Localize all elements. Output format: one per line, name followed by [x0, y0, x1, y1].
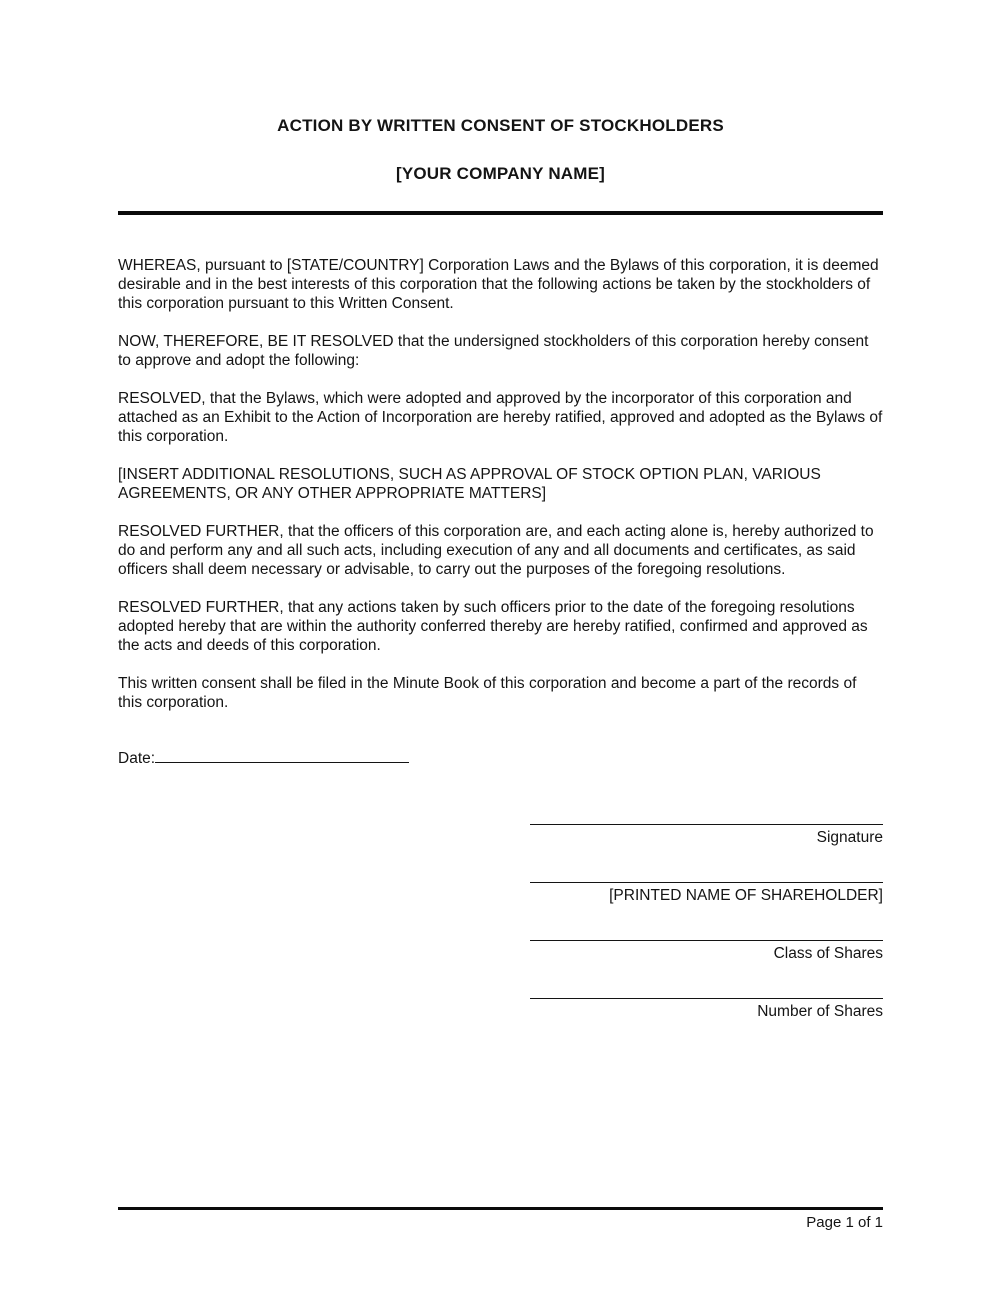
paragraph-resolved-further-officers: RESOLVED FURTHER, that the officers of this corporation are, and each acting alone is, hereby authorized to do and perform any and all such acts, including execution of any and all documents and certificates, as said officers shall deem necessary or advisable, to carry out the purposes of the foregoing resolutions.	[118, 523, 874, 578]
paragraph-insert-additional-resolutions: [INSERT ADDITIONAL RESOLUTIONS, SUCH AS APPROVAL OF STOCK OPTION PLAN, VARIOUS AGREEMENTS, OR ANY OTHER APPROPRIATE MATTERS]	[118, 466, 821, 502]
printed-name-field	[530, 882, 883, 905]
date-fill-line	[155, 748, 409, 763]
date-row	[118, 748, 883, 768]
paragraph-whereas: WHEREAS, pursuant to [STATE/COUNTRY] Corporation Laws and the Bylaws of this corporation, it is deemed desirable and in the best interests of this corporation that the following actions be taken by the stockholders of this corporation pursuant to this Written Consent.	[118, 257, 879, 312]
paragraph-resolved-bylaws: RESOLVED, that the Bylaws, which were adopted and approved by the incorporator of this corporation and attached as an Exhibit to the Action of Incorporation are hereby ratified, approved and adopted as the Bylaws of this corporation.	[118, 390, 883, 445]
document-body	[118, 256, 883, 712]
number-of-shares-field	[530, 998, 883, 1021]
signature-label: Signature	[816, 829, 883, 846]
header-divider-rule	[118, 211, 883, 215]
number-of-shares-label: Number of Shares	[757, 1003, 883, 1020]
page-number: Page 1 of 1	[806, 1214, 883, 1231]
paragraph-minute-book: This written consent shall be filed in the Minute Book of this corporation and become a part of the records of this corporation.	[118, 675, 857, 711]
document-title: ACTION BY WRITTEN CONSENT OF STOCKHOLDERS	[277, 116, 724, 135]
date-label: Date:	[118, 750, 156, 767]
paragraph-resolved-further-prior-actions: RESOLVED FURTHER, that any actions taken by such officers prior to the date of the foregoing resolutions adopted hereby that are within the authority conferred thereby are hereby ratified, confirmed and approved as the acts and deeds of this corporation.	[118, 599, 868, 654]
signature-block	[530, 824, 883, 1021]
printed-name-label: [PRINTED NAME OF SHAREHOLDER]	[609, 887, 883, 904]
signature-field	[530, 824, 883, 847]
class-of-shares-label: Class of Shares	[773, 945, 883, 962]
company-name-placeholder: [YOUR COMPANY NAME]	[395, 164, 606, 183]
page-footer	[118, 1207, 883, 1232]
class-of-shares-field	[530, 940, 883, 963]
paragraph-now-therefore: NOW, THEREFORE, BE IT RESOLVED that the undersigned stockholders of this corporation hereby consent to approve and adopt the following:	[118, 333, 869, 369]
